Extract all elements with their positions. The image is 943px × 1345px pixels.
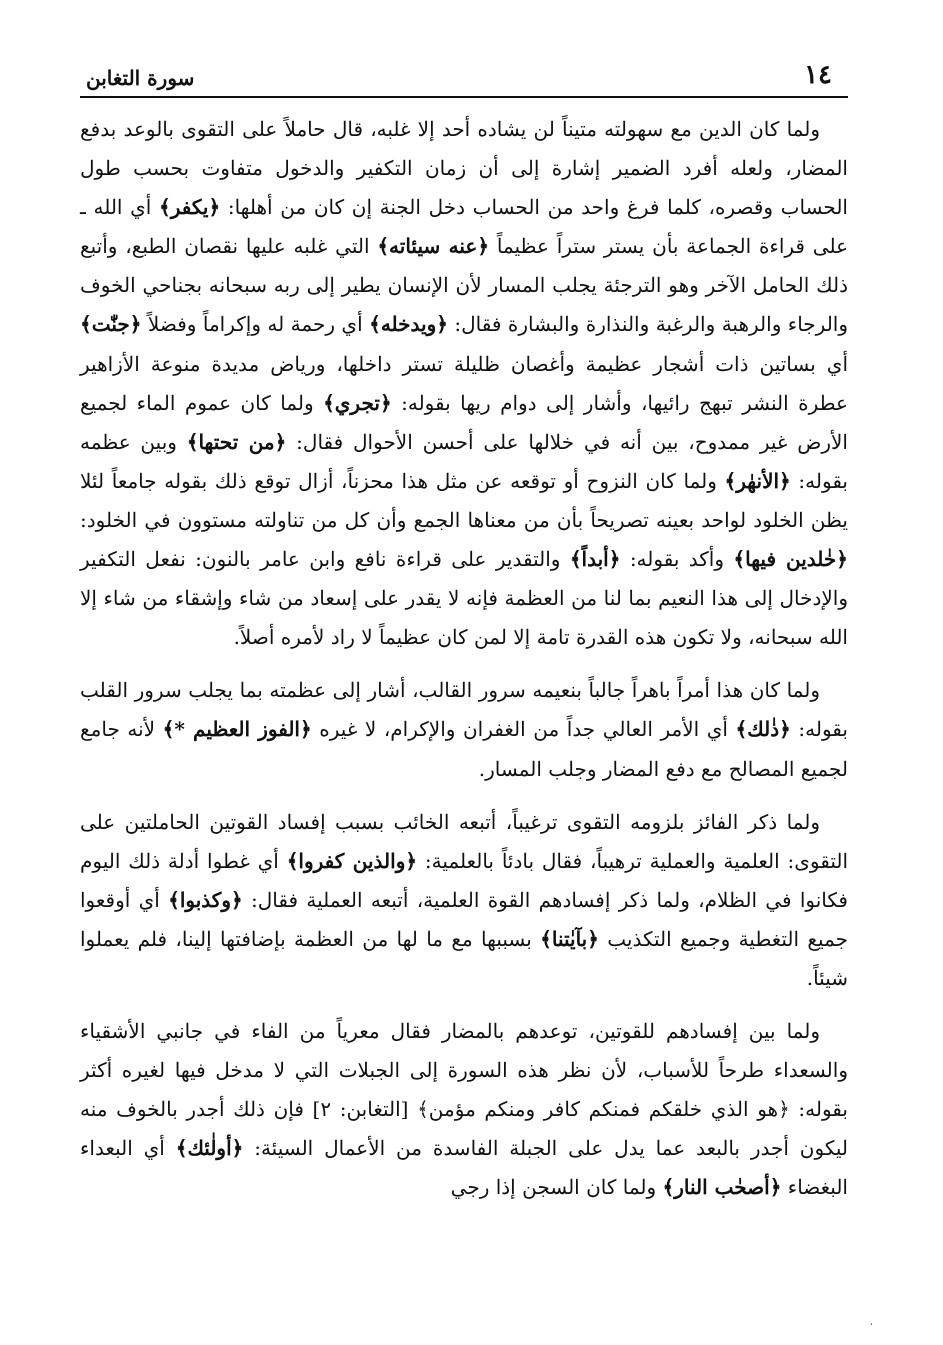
text-run: أي الله ـ على قراءة الجماعة بأن يستر ستراً عظيماً xyxy=(80,195,849,259)
text-run: ولما كان عموم الماء لجميع الأرض غير ممدوح، بين أنه في خلالها على أحسن الأحوال فقال: xyxy=(80,390,848,454)
quran-quote: ﴿ويدخله﴾ xyxy=(369,312,448,337)
text-run: ﴿هو الذي خلقكم فمنكم كافر ومنكم مؤمن﴾ xyxy=(417,1097,790,1122)
scan-mark: ، xyxy=(870,1318,873,1327)
page-number: ١٤ xyxy=(804,60,832,90)
text-run: وأكد بقوله: xyxy=(620,547,734,572)
text-run: ولما بين إفسادهم للقوتين، توعدهم بالمضار فقال معرياً من الفاء في جانبي الأشقياء والسعداء طرحاً للأسباب، لأن نظر هذه السورة إلى الجبلات التي لا مدخل فيها لغيره أكثر بقوله: xyxy=(80,1019,848,1122)
paragraph xyxy=(80,110,848,657)
text-run: ولما كان النزوح أو توقعه عن مثل هذا محزناً، أزال توقع ذلك بقوله جامعاً لئلا يظن الخلود لواحد بعينه تصريحاً بأن من معناها الجمع وأن كل من تناولته مستوون في الخلود: xyxy=(80,468,848,532)
quran-quote: ﴿أصحٰب النار﴾ xyxy=(662,1175,782,1200)
quran-quote: ﴿تجري﴾ xyxy=(323,390,392,415)
text-run: أي غطوا أدلة ذلك اليوم فكانوا في الظلام، ولما ذكر إفسادهم القوة العلمية، أتبعه العملية فقال: xyxy=(80,848,848,912)
quran-quote: ﴿الأنهٰر﴾ xyxy=(724,468,791,493)
text-run: بسببها مع ما لها من العظمة بإضافتها إلينا، فلم يعملوا شيئاً. xyxy=(80,926,848,990)
text-run: أي رحمة له وإكراماً وفضلاً xyxy=(141,312,370,337)
surah-title: سورة التغابن xyxy=(86,66,195,90)
text-run: ولما ذكر الفائز بلزومه التقوى ترغيباً، أتبعه الخائب بسبب إفساد القوتين الحاملتين على التقوى: العلمية والعملية ترهيباً، فقال بادئاً بالعلمية: xyxy=(80,809,848,873)
text-run: أي الأمر العالي جداً من الغفران والإكرام، لا غيره xyxy=(311,717,736,742)
text-run: لأنه جامع لجميع المصالح مع دفع المضار وجلب المسار. xyxy=(80,717,848,781)
text-run: أي أوقعوا جميع التغطية وجميع التكذيب xyxy=(80,887,849,951)
text-run: أي بساتين ذات أشجار عظيمة وأغصان ظليلة تستر داخلها، ورياض مديدة منوعة الأزاهير عطرة النشر تبهج رائيها، وأشار إلى دوام ريها بقوله: xyxy=(80,351,848,415)
paragraph xyxy=(80,1012,848,1207)
text-run: ولما كان هذا أمراً باهراً جالباً بنعيمه سرور القالب، أشار إلى عظمته بما يجلب سرور القلب بقوله: xyxy=(80,678,848,742)
quran-quote: ﴿يكفر﴾ xyxy=(158,195,221,220)
quran-quote: ﴿الفوز العظيم *﴾ xyxy=(162,717,312,742)
quran-quote: ﴿والذين كفروا﴾ xyxy=(286,848,418,873)
text-run: التي غلبه عليها نقصان الطبع، وأتبع ذلك الحامل الآخر وهو الترجئة يجلب المسار لأن الإنسان يطير إلى ربه سبحانه بجناحي الخوف والرجاء والرهبة والرغبة والنذارة والبشارة فقال: xyxy=(80,234,849,337)
quran-quote: ﴿عنه سيئاته﴾ xyxy=(377,234,490,259)
quran-quote: ﴿أولٰئك﴾ xyxy=(175,1136,244,1161)
text-run: [التغابن: ٢] فإن ذلك أجدر بالخوف منه ليكون أجدر بالبعد عما يدل على الجبلة الفاسدة من الأعمال السيئة: xyxy=(80,1097,848,1161)
quran-quote: ﴿من تحتها﴾ xyxy=(186,429,287,454)
text-run: والتقدير على قراءة نافع وابن عامر بالنون: نفعل التكفير والإدخال إلى هذا النعيم بما لنا من العظمة فإنه لا يقدر على إسعاد من شاء وإشقاء من شاء إلا الله سبحانه، ولا تكون هذه القدرة تامة إلا لمن كان عظيماً لا راد لأمره أصلاً. xyxy=(80,547,848,650)
text-run: وبين عظمه بقوله: xyxy=(80,429,849,493)
paragraph xyxy=(80,671,848,788)
text-run: ولما كان السجن إذا رجي xyxy=(450,1175,663,1200)
quran-quote: ﴿أبداً﴾ xyxy=(569,547,621,572)
quran-quote: ﴿وكذبوا﴾ xyxy=(168,887,243,912)
page-body xyxy=(80,110,848,1310)
quran-quote: ﴿خٰلدين فيها﴾ xyxy=(733,547,848,572)
text-run: أي البعداء البغضاء xyxy=(80,1136,848,1200)
quran-quote: ﴿جنّٰت﴾ xyxy=(80,312,142,337)
page-header xyxy=(80,56,848,98)
paragraph xyxy=(80,803,848,998)
text-run: ولما كان الدين مع سهولته متيناً لن يشاده أحد إلا غلبه، قال حاملاً على التقوى بالوعد بدفع المضار، ولعله أفرد الضمير إشارة إلى أن زمان التكفير والدخول متفاوت بحسب طول الحساب وقصره، كلما فرغ واحد من الحساب دخل الجنة إن كان من أهلها: xyxy=(80,117,848,220)
quran-quote: ﴿بآيٰتنا﴾ xyxy=(540,926,599,951)
quran-quote: ﴿ذٰلك﴾ xyxy=(735,717,791,742)
